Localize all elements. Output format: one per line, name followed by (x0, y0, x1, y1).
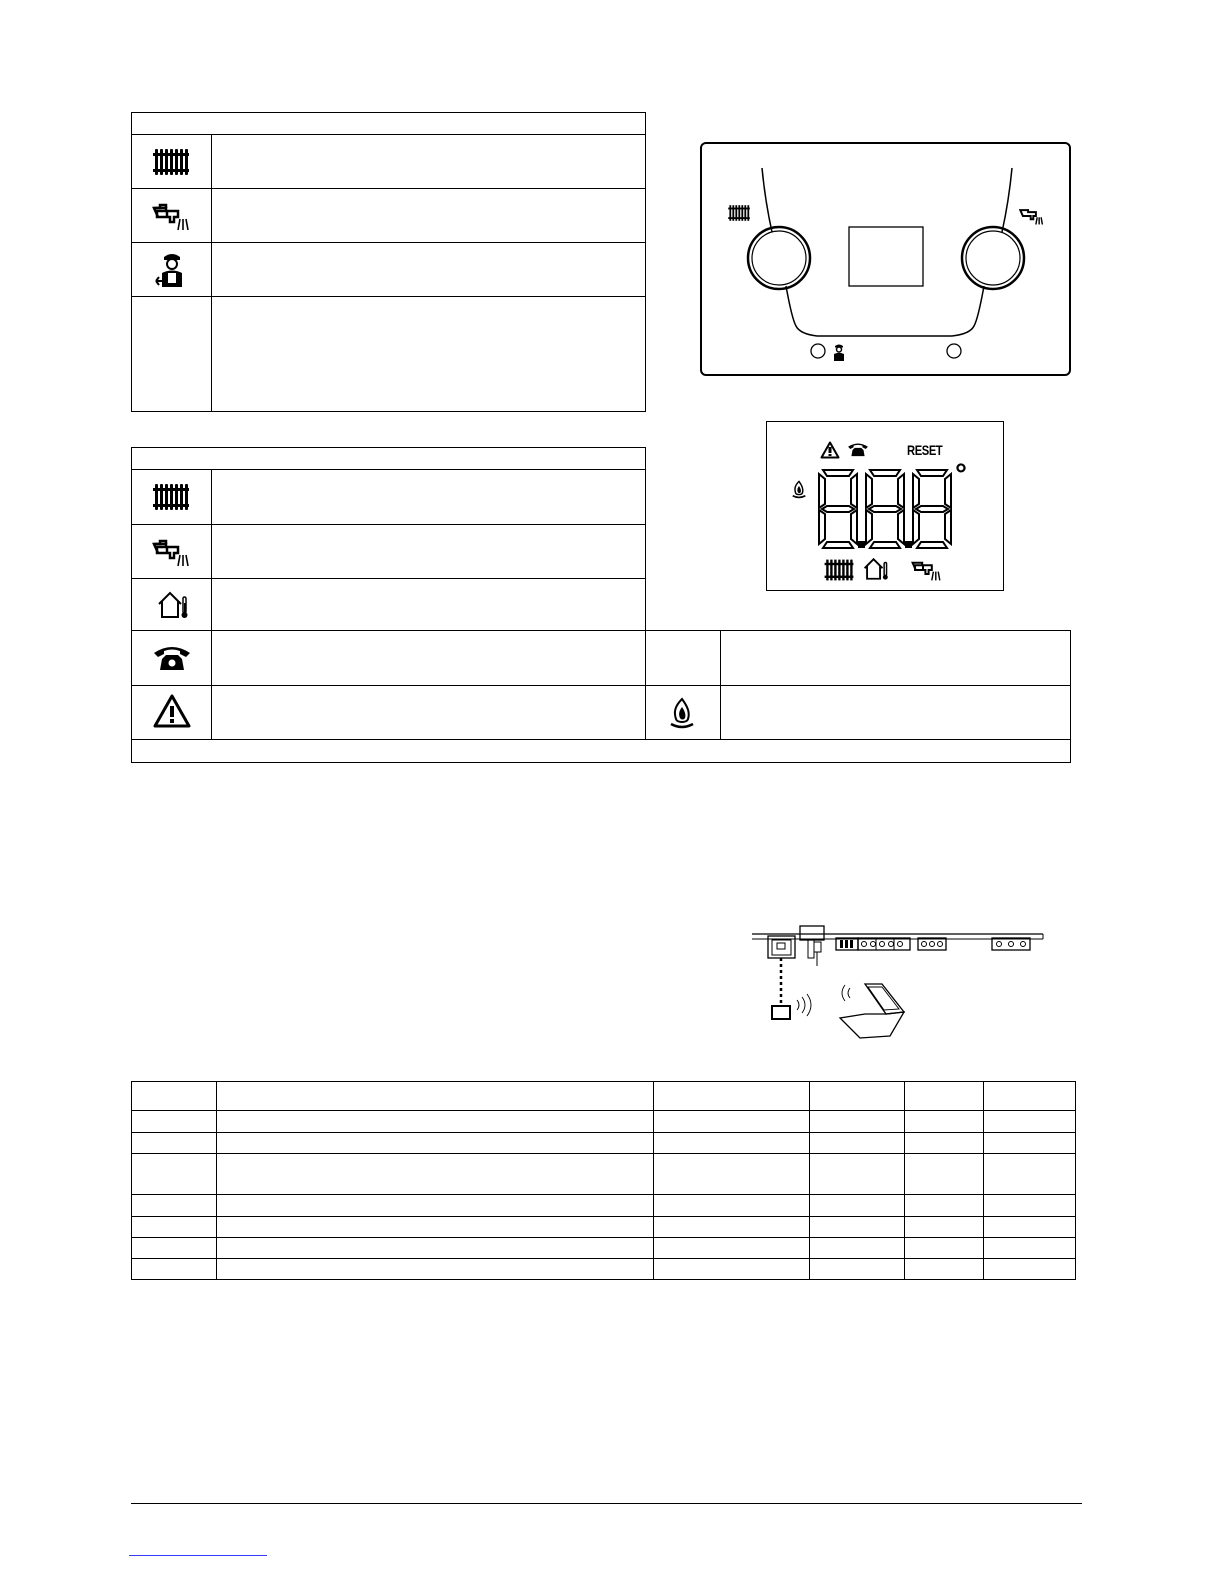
tap-icon (152, 202, 192, 232)
flame-icon (668, 697, 696, 731)
control-panel-diagram (700, 142, 1071, 376)
display-symbols-table-header (132, 448, 645, 470)
parameter-table-header-rule (132, 1110, 1075, 1111)
parameter-table (131, 1081, 1076, 1280)
radiator-icon (152, 482, 190, 512)
reset-label: RESET (907, 442, 943, 458)
degree-symbol: ° (955, 458, 967, 491)
telephone-icon (152, 643, 192, 673)
telephone-icon (847, 441, 869, 458)
wifi-connection-diagram (750, 918, 1050, 1048)
flame-icon (791, 480, 807, 500)
lcd-display (766, 421, 1004, 591)
footer-link-underline[interactable] (129, 1555, 267, 1556)
warning-icon (152, 693, 192, 729)
service-technician-icon (154, 251, 190, 291)
tap-icon (910, 558, 944, 582)
warning-icon (820, 441, 840, 459)
display-symbols-table (131, 447, 646, 631)
house-thermometer-icon (156, 589, 190, 621)
radiator-icon (823, 558, 855, 582)
service-technician-icon[interactable] (830, 343, 848, 363)
controls-table (131, 112, 646, 412)
display-symbols-table-lower (131, 630, 1071, 763)
tap-icon (1019, 206, 1045, 226)
house-thermometer-icon (862, 556, 890, 582)
footer-rule (131, 1503, 1082, 1504)
radiator-icon (727, 204, 751, 222)
controls-table-header (132, 113, 645, 135)
tap-icon (152, 538, 192, 568)
seven-segment-digits (817, 468, 957, 550)
radiator-icon (152, 147, 190, 177)
